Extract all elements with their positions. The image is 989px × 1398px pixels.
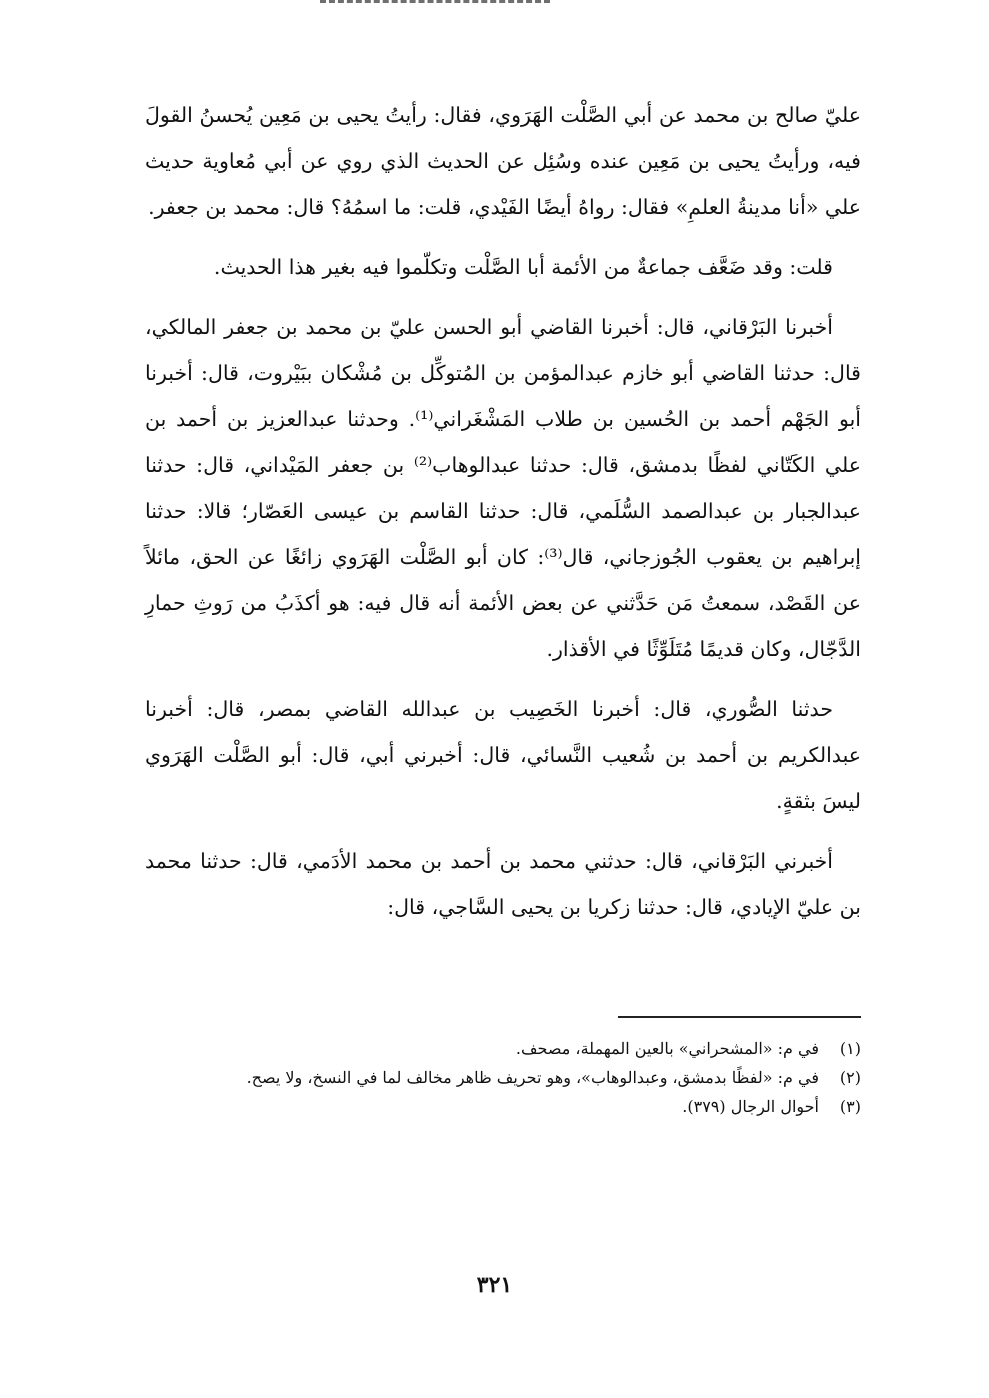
footnote-1: [145, 1034, 861, 1063]
paragraph-3: أخبرنا البَرْقاني، قال: أخبرنا القاضي أبو الحسن عليّ بن محمد بن جعفر المالكي، قال: حدثنا القاضي أبو خازم عبدالمؤمن بن المُتوكِّل بن مُشْكان ببَيْروت، قال: أخبرنا أبو الجَهْم أحمد بن الحُسين بن طلاب المَشْغَراني⁽¹⁾. وحدثنا عبدالعزيز بن أحمد بن علي الكَتّاني لفظًا بدمشق، قال: حدثنا عبدالوهاب⁽²⁾ بن جعفر المَيْداني، قال: حدثنا عبدالجبار بن عبدالصمد السُّلَمي، قال: حدثنا القاسم بن عيسى العَصّار؛ قالا: حدثنا إبراهيم بن يعقوب الجُوزجاني، قال⁽³⁾: كان أبو الصَّلْت الهَرَوي زائغًا عن الحق، مائلاً عن القَصْد، سمعتُ مَن حَدَّثني عن بعض الأئمة أنه قال فيه: هو أكذَبُ من رَوثِ حمارِ الدَّجّال، وكان قديمًا مُتَلَوِّثًا في الأقذار.: [145, 315, 861, 661]
footnote-number: (٣): [839, 1097, 861, 1116]
footnote-2: [145, 1063, 861, 1092]
paragraph-2: قلت: وقد ضَعَّف جماعةٌ من الأئمة أبا الصَّلْت وتكلّموا فيه بغير هذا الحديث.: [213, 255, 833, 279]
footnote-text: في م: «لفظًا بدمشق، وعبدالوهاب»، وهو تحريف ظاهر مخالف لما في النسخ، ولا يصح.: [246, 1068, 819, 1087]
footnote-text: في م: «المشحراني» بالعين المهملة، مصحف.: [515, 1039, 819, 1058]
footnote-divider: [618, 1016, 861, 1018]
footnote-number: (٢): [839, 1068, 861, 1087]
scan-edge-mark: [320, 0, 550, 8]
paragraph-5: أخبرني البَرْقاني، قال: حدثني محمد بن أحمد بن محمد الأدَمي، قال: حدثنا محمد بن عليّ الإيادي، قال: حدثنا زكريا بن يحيى السَّاجي، قال:: [145, 849, 861, 919]
footnote-3: [145, 1092, 861, 1121]
footnotes: [145, 1034, 861, 1121]
page-number: ٣٢١: [476, 1272, 513, 1298]
footnote-text: أحوال الرجال (٣٧٩).: [682, 1097, 819, 1116]
paragraph-1: عليّ صالح بن محمد عن أبي الصَّلْت الهَرَوي، فقال: رأيتُ يحيى بن مَعِين يُحسنُ القولَ فيه، ورأيتُ يحيى بن مَعِين عنده وسُئِل عن الحديث الذي روي عن أبي مُعاوية حديث علي «أنا مدينةُ العلمِ» فقال: رواهُ أيضًا الفَيْدي، قلت: ما اسمُهُ؟ قال: محمد بن جعفر.: [145, 103, 861, 219]
footnote-number: (١): [839, 1039, 861, 1058]
paragraph-4: حدثنا الصُّوري، قال: أخبرنا الخَصِيب بن عبدالله القاضي بمصر، قال: أخبرنا عبدالكريم بن أحمد بن شُعيب النَّسائي، قال: أخبرني أبي، قال: أبو الصَّلْت الهَرَوي ليسَ بثقةٍ.: [145, 697, 861, 813]
main-text: [145, 92, 861, 944]
